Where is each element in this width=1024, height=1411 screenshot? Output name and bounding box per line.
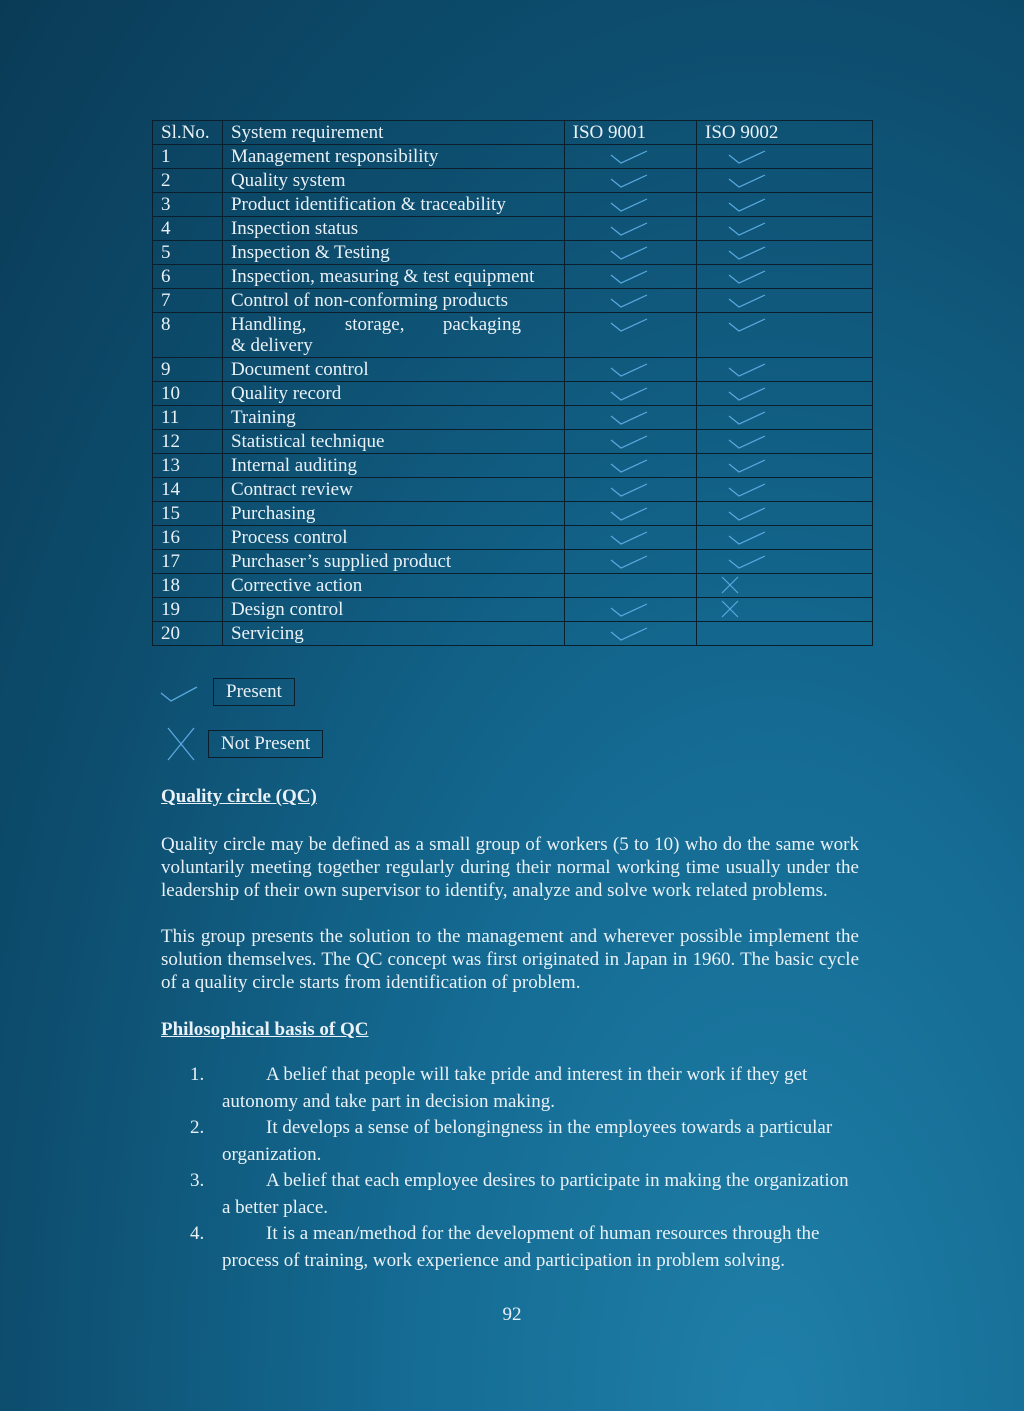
basis-list: [190, 1062, 850, 1274]
iso-9001-cell: [564, 478, 696, 502]
table-row: [153, 193, 873, 217]
table-body: [153, 121, 873, 646]
table-row: [153, 241, 873, 265]
iso-9002-cell: [697, 430, 873, 454]
iso-9001-cell: [564, 358, 696, 382]
list-item-text: A belief that people will take pride and interest in their work if they get autonomy and take part in decision making.: [222, 1064, 808, 1112]
iso-9001-cell: [564, 241, 696, 265]
requirement-line-1: Handling, storage, packaging: [230, 314, 521, 335]
check-icon: [609, 598, 649, 620]
table-row: [153, 217, 873, 241]
requirement-cell: Statistical technique: [222, 430, 564, 454]
iso-9002-cell: [697, 406, 873, 430]
table-row: [153, 454, 873, 478]
iso-9002-cell: [697, 550, 873, 574]
check-icon: [727, 502, 767, 524]
iso-9002-cell: [697, 502, 873, 526]
list-item-number: 4.: [190, 1223, 205, 1244]
iso-9002-cell: [697, 241, 873, 265]
check-icon: [727, 217, 767, 239]
check-icon: [727, 169, 767, 191]
check-icon: [609, 550, 649, 572]
list-item-text: A belief that each employee desires to participate in making the organization a better place.: [222, 1170, 849, 1218]
table-row: [153, 169, 873, 193]
table-row: [153, 478, 873, 502]
iso-9001-cell: [564, 622, 696, 646]
check-icon: [727, 358, 767, 380]
sl-no-cell: 12: [153, 430, 223, 454]
list-item: [190, 1168, 850, 1221]
table-row: [153, 550, 873, 574]
requirement-cell: Purchasing: [222, 502, 564, 526]
table-row: [153, 145, 873, 169]
list-item-number: 3.: [190, 1170, 205, 1191]
sl-no-cell: 9: [153, 358, 223, 382]
requirement-cell: [222, 313, 564, 358]
check-icon: [609, 217, 649, 239]
sl-no-cell: 11: [153, 406, 223, 430]
requirement-cell: Inspection, measuring & test equipment: [222, 265, 564, 289]
table-row: [153, 502, 873, 526]
sl-no-cell: 6: [153, 265, 223, 289]
iso-9002-cell: [697, 574, 873, 598]
list-item-text: It is a mean/method for the development of human resources through the process of training, work experience and participation in problem solving.: [222, 1223, 820, 1271]
list-item: [190, 1221, 850, 1274]
iso-9001-cell: [564, 598, 696, 622]
list-item-text: It develops a sense of belongingness in the employees towards a particular organization.: [222, 1117, 833, 1165]
iso-9002-cell: [697, 265, 873, 289]
iso-9001-cell: [564, 193, 696, 217]
qc-paragraph-1: Quality circle may be defined as a small group of workers (5 to 10) who do the same work voluntarily meeting together regularly during their normal working time usually under the leadership of their own supervisor to identify, analyze and solve work related problems.: [161, 834, 859, 901]
check-icon: [609, 145, 649, 167]
iso-requirements-table: [152, 120, 873, 646]
check-icon: [727, 454, 767, 476]
requirement-line-2: & delivery: [230, 335, 313, 356]
header-iso-9001: ISO 9001: [564, 121, 696, 145]
legend-not-present: [166, 726, 323, 762]
requirement-cell: Management responsibility: [222, 145, 564, 169]
iso-9002-cell: [697, 358, 873, 382]
requirement-cell: Product identification & traceability: [222, 193, 564, 217]
qc-paragraph-2: This group presents the solution to the management and wherever possible implement the solution themselves. The QC concept was first originated in Japan in 1960. The basic cycle of a quality circle starts from identification of problem.: [161, 926, 859, 993]
iso-9001-cell: [564, 550, 696, 574]
requirement-cell: Inspection & Testing: [222, 241, 564, 265]
requirement-cell: Document control: [222, 358, 564, 382]
table-row: [153, 382, 873, 406]
cross-icon: [719, 574, 741, 596]
check-icon: [609, 265, 649, 287]
check-icon: [609, 289, 649, 311]
iso-9002-cell: [697, 622, 873, 646]
check-icon: [727, 289, 767, 311]
iso-9001-cell: [564, 382, 696, 406]
iso-9001-cell: [564, 502, 696, 526]
check-icon: [609, 358, 649, 380]
iso-9001-cell: [564, 265, 696, 289]
check-icon: [727, 478, 767, 500]
sl-no-cell: 17: [153, 550, 223, 574]
iso-9002-cell: [697, 145, 873, 169]
requirement-cell: Purchaser’s supplied product: [222, 550, 564, 574]
iso-9001-cell: [564, 289, 696, 313]
list-item: [190, 1115, 850, 1168]
sl-no-cell: 13: [153, 454, 223, 478]
table-row: [153, 406, 873, 430]
sl-no-cell: 15: [153, 502, 223, 526]
qc-heading: Quality circle (QC): [161, 786, 317, 807]
table-row: [153, 265, 873, 289]
check-icon: [609, 502, 649, 524]
iso-9001-cell: [564, 406, 696, 430]
table-row: [153, 622, 873, 646]
cross-icon: [166, 726, 196, 762]
check-icon: [609, 193, 649, 215]
iso-9002-cell: [697, 478, 873, 502]
sl-no-cell: 14: [153, 478, 223, 502]
check-icon: [609, 241, 649, 263]
iso-9002-cell: [697, 598, 873, 622]
check-icon: [159, 679, 199, 705]
check-icon: [609, 478, 649, 500]
check-icon: [609, 526, 649, 548]
sl-no-cell: 20: [153, 622, 223, 646]
check-icon: [727, 550, 767, 572]
requirement-cell: Quality record: [222, 382, 564, 406]
check-icon: [609, 169, 649, 191]
table-row: [153, 358, 873, 382]
iso-9002-cell: [697, 382, 873, 406]
sl-no-cell: 1: [153, 145, 223, 169]
requirement-cell: Contract review: [222, 478, 564, 502]
iso-9001-cell: [564, 217, 696, 241]
check-icon: [727, 430, 767, 452]
legend-present-label: Present: [213, 678, 295, 706]
table-row: [153, 430, 873, 454]
header-sl-no: Sl.No.: [153, 121, 223, 145]
sl-no-cell: 10: [153, 382, 223, 406]
header-iso-9002: ISO 9002: [697, 121, 873, 145]
legend-not-present-label: Not Present: [208, 730, 323, 758]
list-item: [190, 1062, 850, 1115]
check-icon: [727, 145, 767, 167]
sl-no-cell: 18: [153, 574, 223, 598]
iso-9001-cell: [564, 430, 696, 454]
page-number: 92: [502, 1304, 522, 1325]
iso-9001-cell: [564, 454, 696, 478]
check-icon: [727, 241, 767, 263]
table-row: [153, 313, 873, 358]
table-row: [153, 289, 873, 313]
sl-no-cell: 4: [153, 217, 223, 241]
check-icon: [727, 382, 767, 404]
check-icon: [727, 265, 767, 287]
basis-heading: Philosophical basis of QC: [161, 1019, 369, 1040]
iso-9002-cell: [697, 169, 873, 193]
sl-no-cell: 8: [153, 313, 223, 358]
sl-no-cell: 19: [153, 598, 223, 622]
sl-no-cell: 3: [153, 193, 223, 217]
iso-9001-cell: [564, 526, 696, 550]
check-icon: [609, 406, 649, 428]
iso-9002-cell: [697, 217, 873, 241]
table-row: [153, 574, 873, 598]
check-icon: [609, 313, 649, 335]
check-icon: [609, 622, 649, 644]
iso-9002-cell: [697, 526, 873, 550]
check-icon: [727, 526, 767, 548]
iso-9002-cell: [697, 313, 873, 358]
iso-9001-cell: [564, 574, 696, 598]
iso-9001-cell: [564, 169, 696, 193]
sl-no-cell: 16: [153, 526, 223, 550]
requirement-cell: Training: [222, 406, 564, 430]
table-header-row: [153, 121, 873, 145]
iso-9002-cell: [697, 193, 873, 217]
requirement-cell: Quality system: [222, 169, 564, 193]
requirement-cell: Servicing: [222, 622, 564, 646]
sl-no-cell: 7: [153, 289, 223, 313]
sl-no-cell: 2: [153, 169, 223, 193]
check-icon: [727, 406, 767, 428]
requirement-cell: Inspection status: [222, 217, 564, 241]
table-row: [153, 526, 873, 550]
check-icon: [727, 313, 767, 335]
header-system-requirement: System requirement: [222, 121, 564, 145]
requirement-cell: Internal auditing: [222, 454, 564, 478]
list-item-number: 2.: [190, 1117, 205, 1138]
requirement-cell: Design control: [222, 598, 564, 622]
check-icon: [727, 193, 767, 215]
legend-present: [159, 678, 295, 706]
cross-icon: [719, 598, 741, 620]
list-item-number: 1.: [190, 1064, 205, 1085]
table-row: [153, 598, 873, 622]
check-icon: [609, 454, 649, 476]
check-icon: [609, 382, 649, 404]
iso-9002-cell: [697, 289, 873, 313]
requirement-cell: Corrective action: [222, 574, 564, 598]
requirement-cell: Control of non-conforming products: [222, 289, 564, 313]
check-icon: [609, 430, 649, 452]
sl-no-cell: 5: [153, 241, 223, 265]
iso-9001-cell: [564, 313, 696, 358]
iso-9002-cell: [697, 454, 873, 478]
requirement-cell: Process control: [222, 526, 564, 550]
iso-9001-cell: [564, 145, 696, 169]
